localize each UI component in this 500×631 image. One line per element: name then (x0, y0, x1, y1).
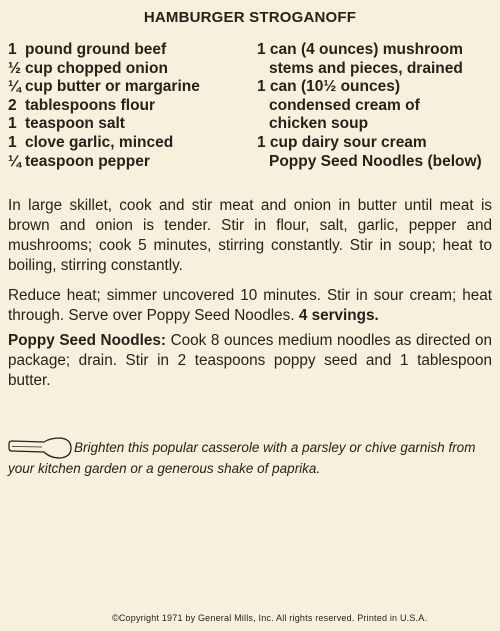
servings-text: 4 servings. (298, 307, 379, 324)
poppy-seed-noodles-paragraph: Poppy Seed Noodles: Cook 8 ounces medium noodles as directed on package; drain. Stir in 2 teaspoons poppy seed and 1 tablespoon butter. (8, 332, 492, 389)
tip-text: Brighten this popular casserole with a parsley or chive garnish from your kitchen garden or a generous shake of paprika. (8, 440, 476, 476)
ingredients-left-column (8, 41, 200, 171)
subrecipe-heading: Poppy Seed Noodles: (8, 332, 166, 349)
ingredient-item: 2 tablespoons flour (8, 96, 156, 114)
ingredient-item: ¼ cup butter or margarine (8, 78, 200, 96)
ingredient-item: 1 pound ground beef (8, 41, 167, 58)
ingredient-item-continuation: condensed cream of (269, 96, 420, 114)
ingredient-item-continuation: chicken soup (269, 115, 369, 133)
ingredient-item: 1 can (4 ounces) mushroom (257, 41, 463, 58)
ingredient-item: 1 teaspoon salt (8, 115, 125, 133)
directions-paragraph-1: In large skillet, cook and stir meat and onion in butter until meat is brown and onion is tender. Stir in flour, salt, garlic, pepper and mushrooms; cook 5 minutes, stirring constantly. Stir in soup; heat to boiling, stirring constantly. (8, 197, 492, 274)
ingredient-item-continuation: stems and pieces, drained (269, 59, 463, 77)
copyright-notice: ©Copyright 1971 by General Mills, Inc. All rights reserved. Printed in U.S.A. (112, 613, 428, 623)
recipe-title: HAMBURGER STROGANOFF (143, 9, 357, 26)
spoon-icon (8, 437, 72, 459)
ingredient-item: 1 can (10½ ounces) (257, 78, 401, 96)
ingredient-item: ¼ teaspoon pepper (8, 152, 150, 170)
ingredient-item: 1 cup dairy sour cream (257, 133, 427, 151)
serving-tip (8, 437, 492, 478)
directions-paragraph-2: Reduce heat; simmer uncovered 10 minutes. Stir in sour cream; heat through. Serve over Poppy Seed Noodles. 4 servings. (8, 287, 492, 324)
ingredient-item: ½ cup chopped onion (8, 59, 168, 77)
ingredient-item-continuation: Poppy Seed Noodles (below) (269, 152, 482, 170)
ingredients-right-column (257, 41, 482, 171)
ingredient-item: 1 clove garlic, minced (8, 133, 174, 151)
